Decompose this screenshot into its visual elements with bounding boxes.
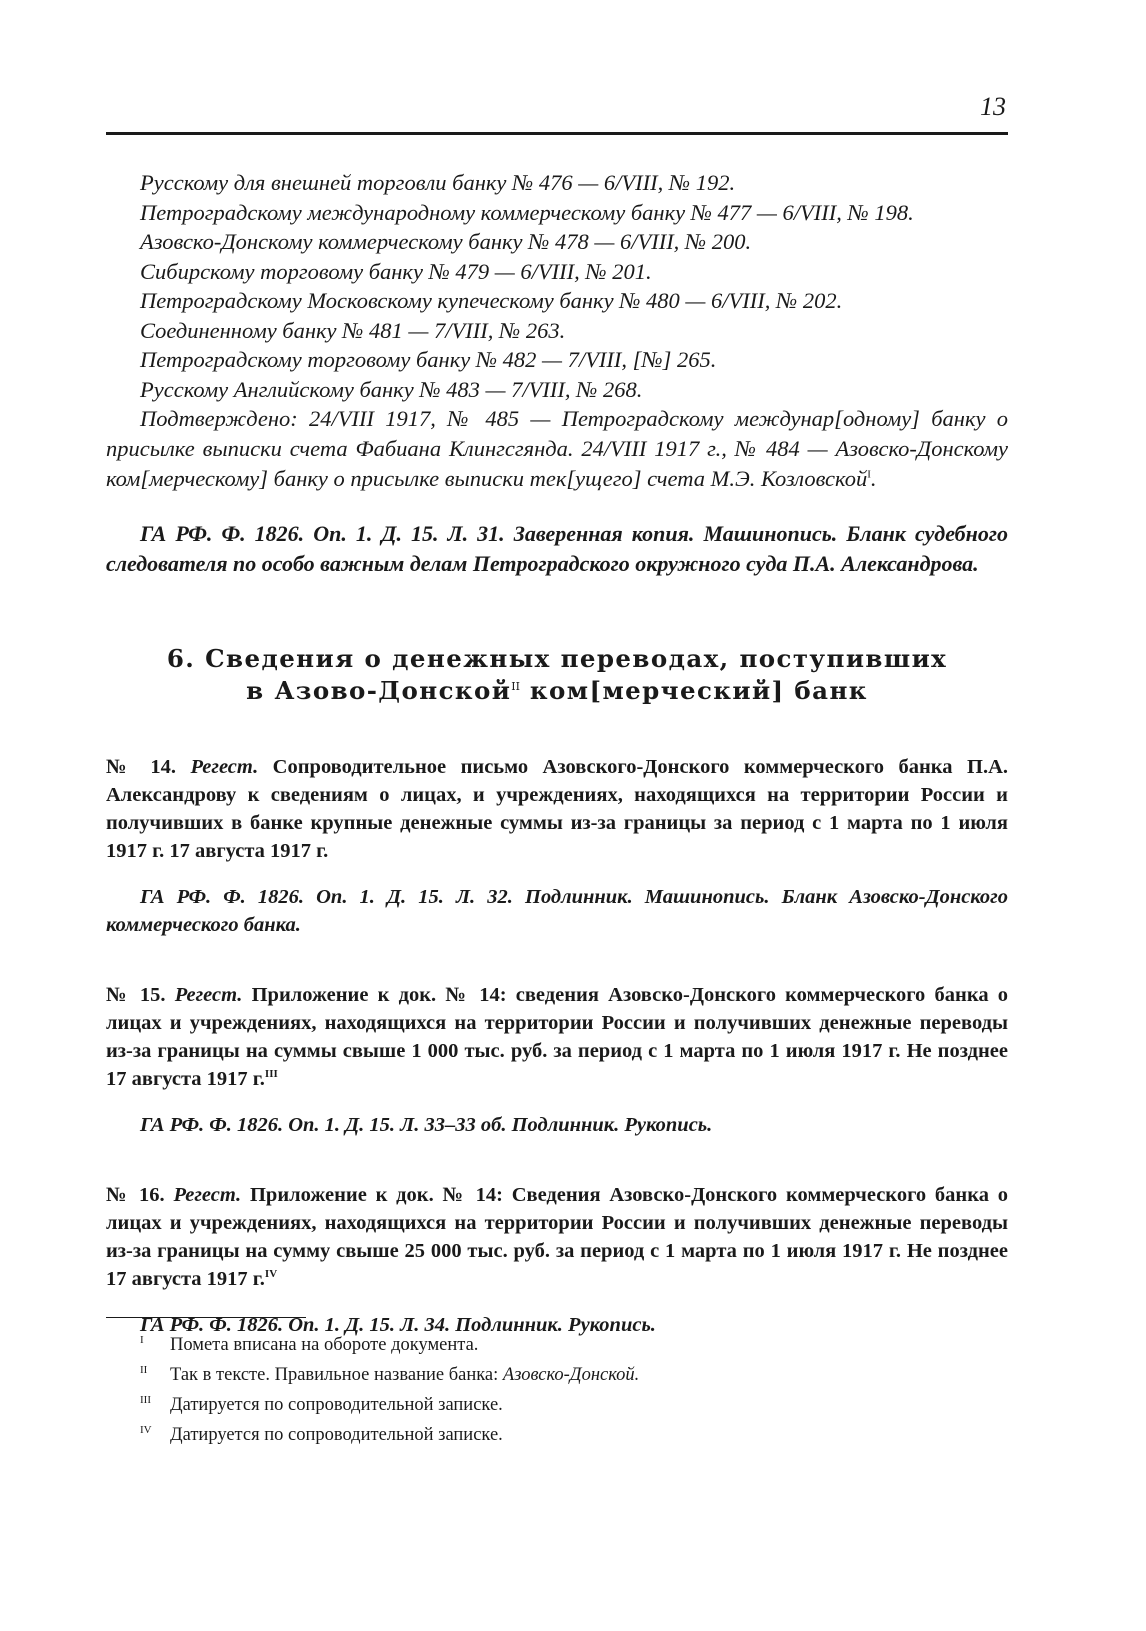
footnote: III Датируется по сопроводительной записке. — [106, 1390, 1008, 1420]
regest-label: Регест. — [190, 756, 259, 778]
doc-number: № 14. — [106, 756, 177, 778]
footnote-mark: III — [140, 1394, 151, 1406]
regest-label: Регест. — [174, 984, 243, 1006]
doc-number: № 16. — [106, 1184, 165, 1206]
doc-number: № 15. — [106, 984, 166, 1006]
footnote-mark: IV — [140, 1424, 152, 1436]
archive-citation: ГА РФ. Ф. 1826. Оп. 1. Д. 15. Л. 32. Подлинник. Машинопись. Бланк Азовско-Донского коммерческого банка. — [106, 886, 1008, 936]
addressee-line: Азовско-Донскому коммерческому банку № 478 — 6/VIII, № 200. — [140, 229, 752, 254]
regest-text: Сопроводительное письмо Азовского-Донского коммерческого банка П.А. Александрову к сведениям о лицах, и учреждениях, находящихся на территории России и получивших в банке крупные денежные суммы из-за границы за период с 1 марта по 1 июля 1917 г. 17 августа 1917 г. — [106, 756, 1009, 862]
addressee-line: Русскому для внешней торговли банку № 476 — 6/VIII, № 192. — [140, 170, 736, 195]
regest-entry — [106, 1181, 1008, 1293]
regest-label: Регест. — [173, 1184, 242, 1206]
archive-citation: ГА РФ. Ф. 1826. Оп. 1. Д. 15. Л. 31. Заверенная копия. Машинопись. Бланк судебного следователя по особо важным делам Петроградского окружного суда П.А. Александрова. — [106, 521, 1008, 576]
footnote: II Так в тексте. Правильное название банка: Азовско-Донской. — [106, 1360, 1008, 1390]
addressee-line: Петроградскому торговому банку № 482 — 7/VIII, [№] 265. — [140, 347, 717, 372]
archive-citation: ГА РФ. Ф. 1826. Оп. 1. Д. 15. Л. 34. Подлинник. Рукопись. — [140, 1314, 656, 1336]
addressee-line: Соединенному банку № 481 — 7/VIII, № 263. — [140, 317, 566, 343]
regest-entry — [106, 981, 1008, 1093]
header-rule — [106, 132, 1008, 135]
archive-citation: ГА РФ. Ф. 1826. Оп. 1. Д. 15. Л. 33–33 об. Подлинник. Рукопись. — [140, 1114, 713, 1136]
footnote: I Помета вписана на обороте документа. — [106, 1330, 1008, 1360]
regest-text: Приложение к док. № 14: Сведения Азовско-Донского коммерческого банка о лицах и учреждениях, находящихся на территории России и получивших денежные переводы из-за границы на сумму свыше 25 000 тыс. руб. за период с 1 марта по 1 июля 1917 г. Не позднее 17 августа 1917 г. — [106, 1184, 1009, 1290]
regest-text: Приложение к док. № 14: сведения Азовско-Донского коммерческого банка о лицах и учреждениях, находящихся на территории России и получивших денежные переводы из-за границы на суммы свыше 1 000 тыс. руб. за период с 1 марта по 1 июля 1917 г. Не позднее 17 августа 1917 г. — [106, 984, 1009, 1090]
footnote: IV Датируется по сопроводительной записке. — [106, 1420, 1008, 1450]
main-text — [106, 168, 1008, 1339]
addressee-line: Петроградскому международному коммерческому банку № 477 — 6/VIII, № 198. — [140, 199, 914, 225]
footnote-mark: I — [140, 1334, 144, 1346]
footnotes — [106, 1330, 1008, 1450]
section-title — [106, 643, 1008, 707]
addressee-line: Петроградскому Московскому купеческому банку № 480 — 6/VIII, № 202. — [140, 288, 843, 313]
footnote-ref: IV — [264, 1268, 278, 1281]
footnote-ref: I — [867, 468, 871, 481]
section-title-line-2: в Азово-Донской$^{II}$ ком[мерческий] банк — [246, 676, 868, 705]
confirmation-paragraph: Подтверждено: 24/VIII 1917, № 485 — Петроградскому междунар[одному] банку о присылке выписки счета Фабиана Клингсгяндa. 24/VIII 1917 г., № 484 — Азовско-Донскому ком[мерческому] банку о присылке выписки тек[ущего] счета М.Э. Козловской$^I$. — [106, 406, 1008, 491]
footnote-mark: II — [140, 1364, 148, 1376]
footnote-ref: III — [264, 1068, 278, 1081]
confirmation-text: Подтверждено: 24/VIII 1917, № 485 — Петроградскому междунар[одному] банку о присылке выписки счета Фабиана Клингсгяндa. 24/VIII 1917 г., № 484 — Азовско-Донскому ком[мерческому] банку о присылке выписки тек[ущего] счета М.Э. Козловской — [106, 406, 1008, 491]
addressee-line: Сибирскому торговому банку № 479 — 6/VIII, № 201. — [140, 258, 652, 284]
footnote-rule — [106, 1317, 306, 1318]
page-number: 13 — [980, 92, 1006, 121]
footnote-italic: Азовско-Донской. — [502, 1365, 640, 1385]
section-title-line-1: 6. Сведения о денежных переводах, поступивших — [166, 644, 948, 673]
addressee-line: Русскому Английскому банку № 483 — 7/VIII, № 268. — [140, 376, 643, 402]
regest-entry — [106, 753, 1008, 865]
footnote-ref: II — [511, 679, 520, 693]
